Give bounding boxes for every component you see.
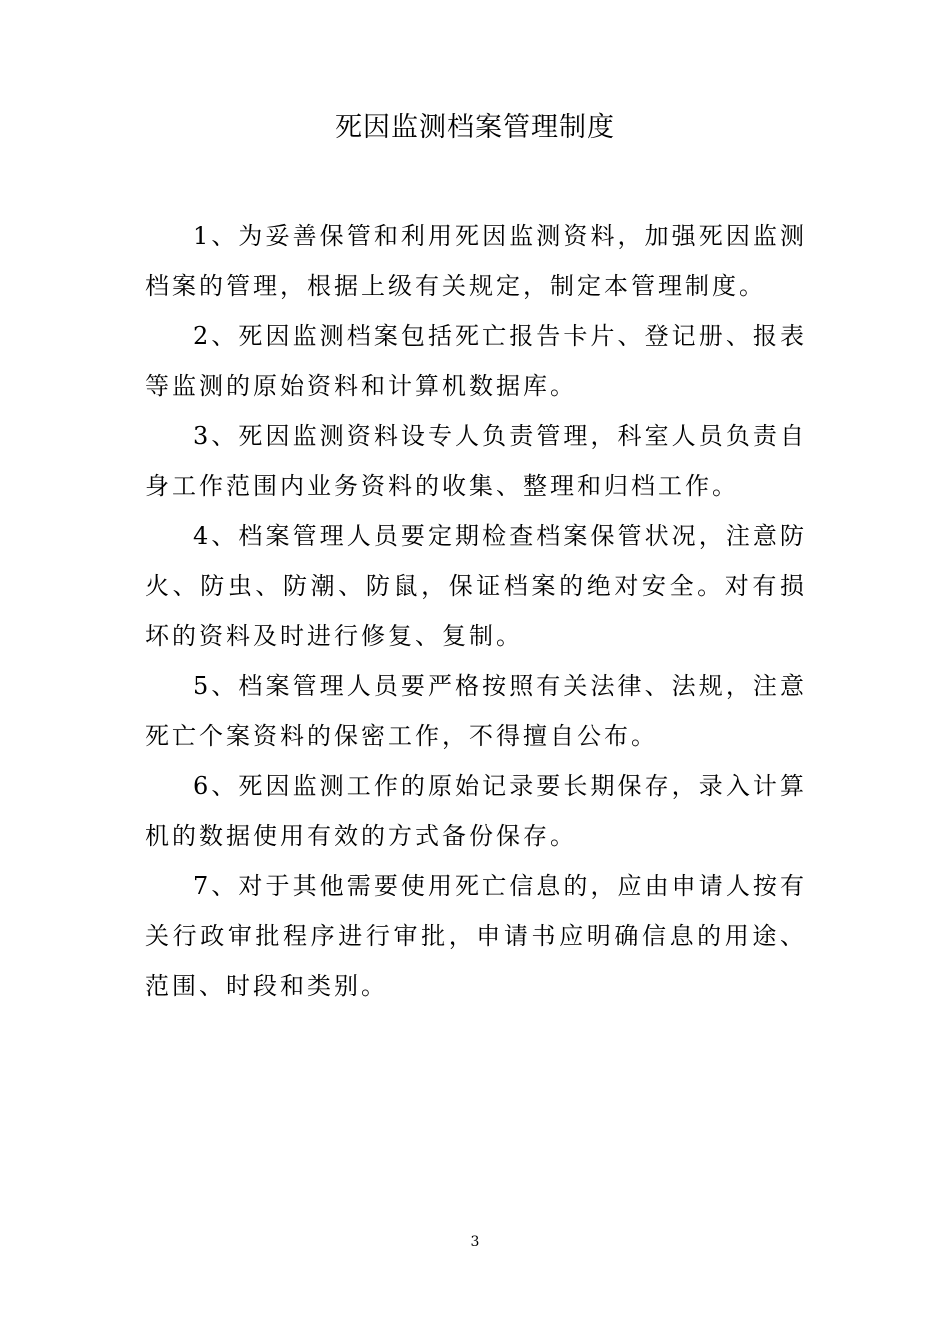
page-number: 3 (470, 1234, 480, 1250)
paragraph-6: 6、死因监测工作的原始记录要长期保存，录入计算机的数据使用有效的方式备份保存。 (145, 772, 807, 850)
paragraph-3: 3、死因监测资料设专人负责管理，科室人员负责自身工作范围内业务资料的收集、整理和归档工作。 (145, 422, 807, 500)
paragraph-5: 5、档案管理人员要严格按照有关法律、法规，注意死亡个案资料的保密工作，不得擅自公布。 (145, 672, 807, 750)
paragraph-1: 1、为妥善保管和利用死因监测资料，加强死因监测档案的管理，根据上级有关规定，制定本管理制度。 (145, 222, 807, 300)
paragraph-2: 2、死因监测档案包括死亡报告卡片、登记册、报表等监测的原始资料和计算机数据库。 (145, 322, 807, 400)
document-body (145, 211, 807, 1011)
paragraph-7: 7、对于其他需要使用死亡信息的，应由申请人按有关行政审批程序进行审批，申请书应明确信息的用途、范围、时段和类别。 (145, 872, 807, 1000)
page-title: 死因监测档案管理制度 (335, 112, 615, 143)
paragraph-4: 4、档案管理人员要定期检查档案保管状况，注意防火、防虫、防潮、防鼠，保证档案的绝对安全。对有损坏的资料及时进行修复、复制。 (145, 522, 807, 650)
